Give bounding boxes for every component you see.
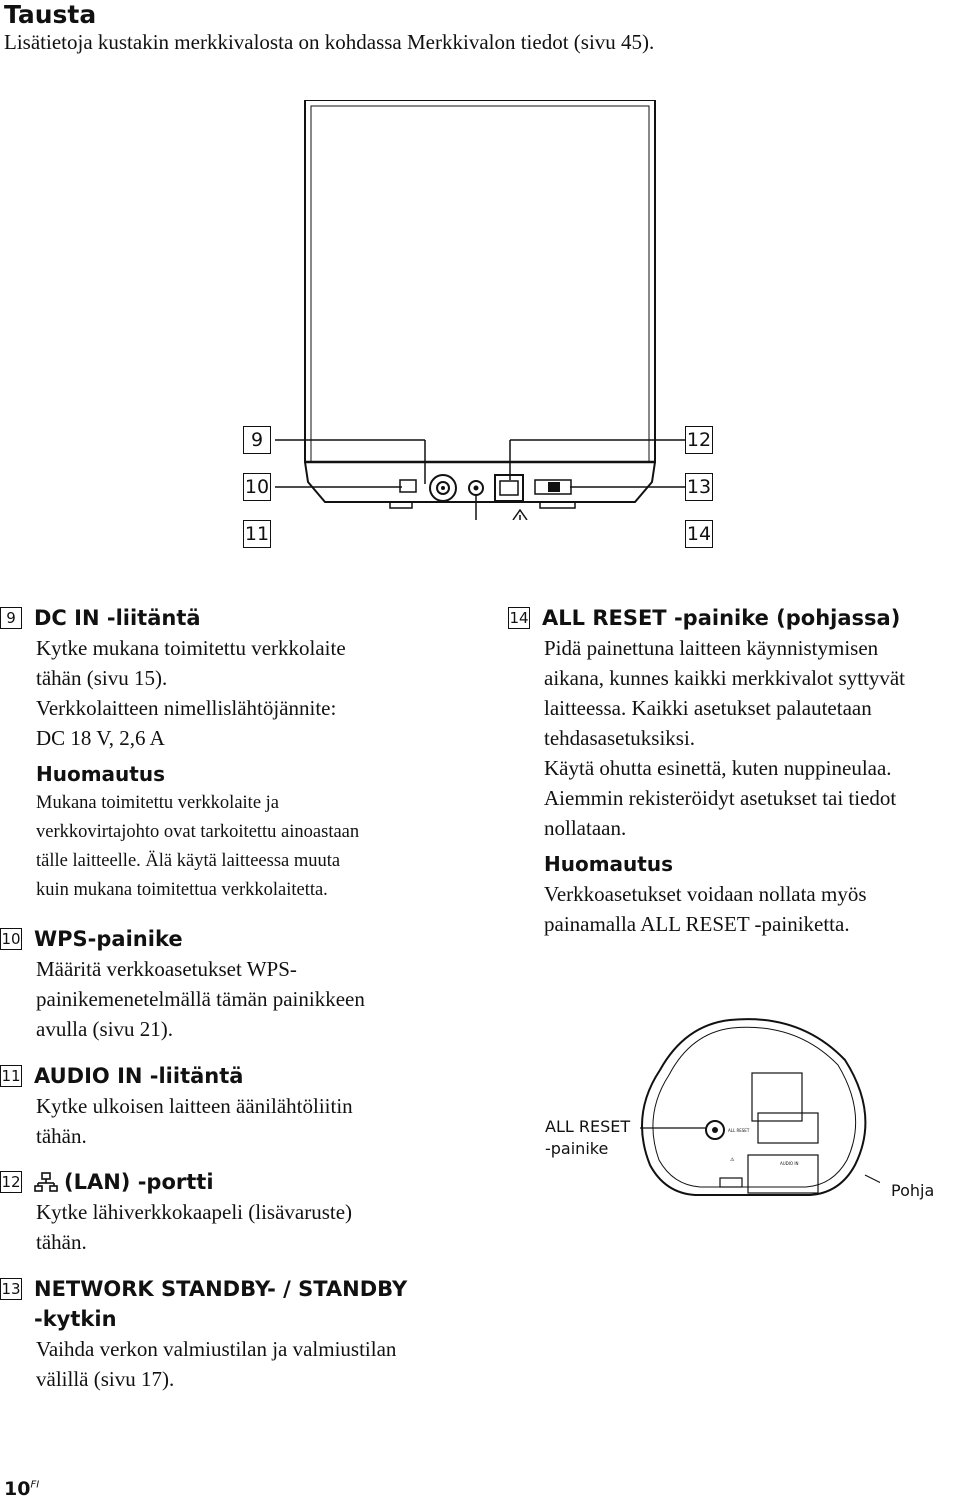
body-line: nollataan. xyxy=(544,816,627,840)
callout-12: 12 xyxy=(685,426,713,454)
body-line: Käytä ohutta esinettä, kuten nuppineulaa. xyxy=(544,756,892,780)
item-lan xyxy=(0,1167,430,1257)
body-line: aikana, kunnes kaikki merkkivalot syttyvät xyxy=(544,666,905,690)
note-line: kuin mukana toimitettua verkkolaitetta. xyxy=(36,880,328,900)
body-line: painikemenetelmällä tämän painikkeen xyxy=(36,987,365,1011)
page-number xyxy=(4,1478,39,1500)
body-line: avulla (sivu 21). xyxy=(36,1017,174,1041)
item-number: 14 xyxy=(509,609,529,627)
body-line: Kytke ulkoisen laitteen äänilähtöliitin xyxy=(36,1094,353,1118)
svg-text:AUDIO IN: AUDIO IN xyxy=(780,1161,799,1166)
note-line: verkkovirtajohto ovat tarkoitettu ainoastaan xyxy=(36,822,360,842)
item-title xyxy=(0,1274,470,1334)
item-number: 12 xyxy=(1,1173,21,1191)
item-number: 9 xyxy=(0,607,22,629)
item-title-text: DC IN -liitäntä xyxy=(34,606,201,630)
body-line: Kytke lähiverkkokaapeli (lisävaruste) xyxy=(36,1200,353,1224)
body-line: Verkkolaitteen nimellislähtöjännite: xyxy=(36,696,337,720)
body-line: tehdasasetuksiksi. xyxy=(544,726,696,750)
callout-14: 14 xyxy=(685,520,713,548)
page-number-value: 10 xyxy=(4,1478,31,1500)
label-line: -painike xyxy=(545,1139,609,1158)
rear-view-diagram xyxy=(230,100,730,520)
item-title-text: (LAN) -portti xyxy=(64,1170,214,1194)
intro-text: Lisätietoja kustakin merkkivalosta on kohdassa Merkkivalon tiedot (sivu 45). xyxy=(4,30,655,54)
item-audio-in xyxy=(0,1061,430,1151)
bottom-view-diagram xyxy=(640,1015,880,1205)
item-title-text: WPS-painike xyxy=(34,927,183,951)
body-line: Kytke mukana toimitettu verkkolaite xyxy=(36,636,346,660)
item-title-text: ALL RESET -painike (pohjassa) xyxy=(542,606,901,630)
item-title xyxy=(0,1167,430,1197)
body-line: Pidä painettuna laitteen käynnistymisen xyxy=(544,636,879,660)
language-code: FI xyxy=(30,1479,40,1491)
note-line: Verkkoasetukset voidaan nollata myös xyxy=(544,882,867,906)
item-title xyxy=(0,1061,430,1091)
note-line: tälle laitteelle. Älä käytä laitteessa muuta xyxy=(36,851,341,871)
body-line: tähän. xyxy=(36,1230,87,1254)
body-line: tähän. xyxy=(36,1124,87,1148)
item-title xyxy=(0,924,430,954)
body-line: laitteessa. Kaikki asetukset palautetaan xyxy=(544,696,872,720)
callout-13: 13 xyxy=(685,473,713,501)
item-standby-switch xyxy=(0,1274,470,1394)
item-wps xyxy=(0,924,430,1044)
body-line: DC 18 V, 2,6 A xyxy=(36,726,165,750)
item-title-text: -kytkin xyxy=(34,1307,117,1331)
item-number: 10 xyxy=(1,930,21,948)
note-line: Mukana toimitettu verkkolaite ja xyxy=(36,793,280,813)
callout-10: 10 xyxy=(243,473,271,501)
body-line: Määritä verkkoasetukset WPS- xyxy=(36,957,297,981)
item-dc-in xyxy=(0,603,430,905)
callout-11: 11 xyxy=(243,520,271,548)
body-line: välillä (sivu 17). xyxy=(36,1367,175,1391)
note-title: Huomautus xyxy=(544,852,673,876)
item-number: 13 xyxy=(1,1280,21,1298)
svg-text:⚠: ⚠ xyxy=(730,1157,735,1163)
body-line: Vaihda verkon valmiustilan ja valmiustilan xyxy=(36,1337,397,1361)
note-line: painamalla ALL RESET -painiketta. xyxy=(544,912,850,936)
note-title: Huomautus xyxy=(36,762,165,786)
item-title-text: NETWORK STANDBY- / STANDBY xyxy=(34,1277,408,1301)
body-line: tähän (sivu 15). xyxy=(36,666,168,690)
item-title-text: AUDIO IN -liitäntä xyxy=(34,1064,244,1088)
body-line: Aiemmin rekisteröidyt asetukset tai tiedot xyxy=(544,786,897,810)
label-line: ALL RESET xyxy=(545,1117,631,1136)
item-all-reset xyxy=(508,603,958,939)
callout-9: 9 xyxy=(243,426,271,454)
svg-text:ALL RESET: ALL RESET xyxy=(728,1128,750,1133)
item-number: 11 xyxy=(1,1067,21,1085)
bottom-label: Pohja xyxy=(891,1181,935,1200)
network-icon xyxy=(34,1172,58,1192)
item-title xyxy=(508,603,958,633)
page-heading: Tausta xyxy=(4,0,97,29)
item-title xyxy=(0,603,430,633)
all-reset-label xyxy=(545,1116,630,1160)
